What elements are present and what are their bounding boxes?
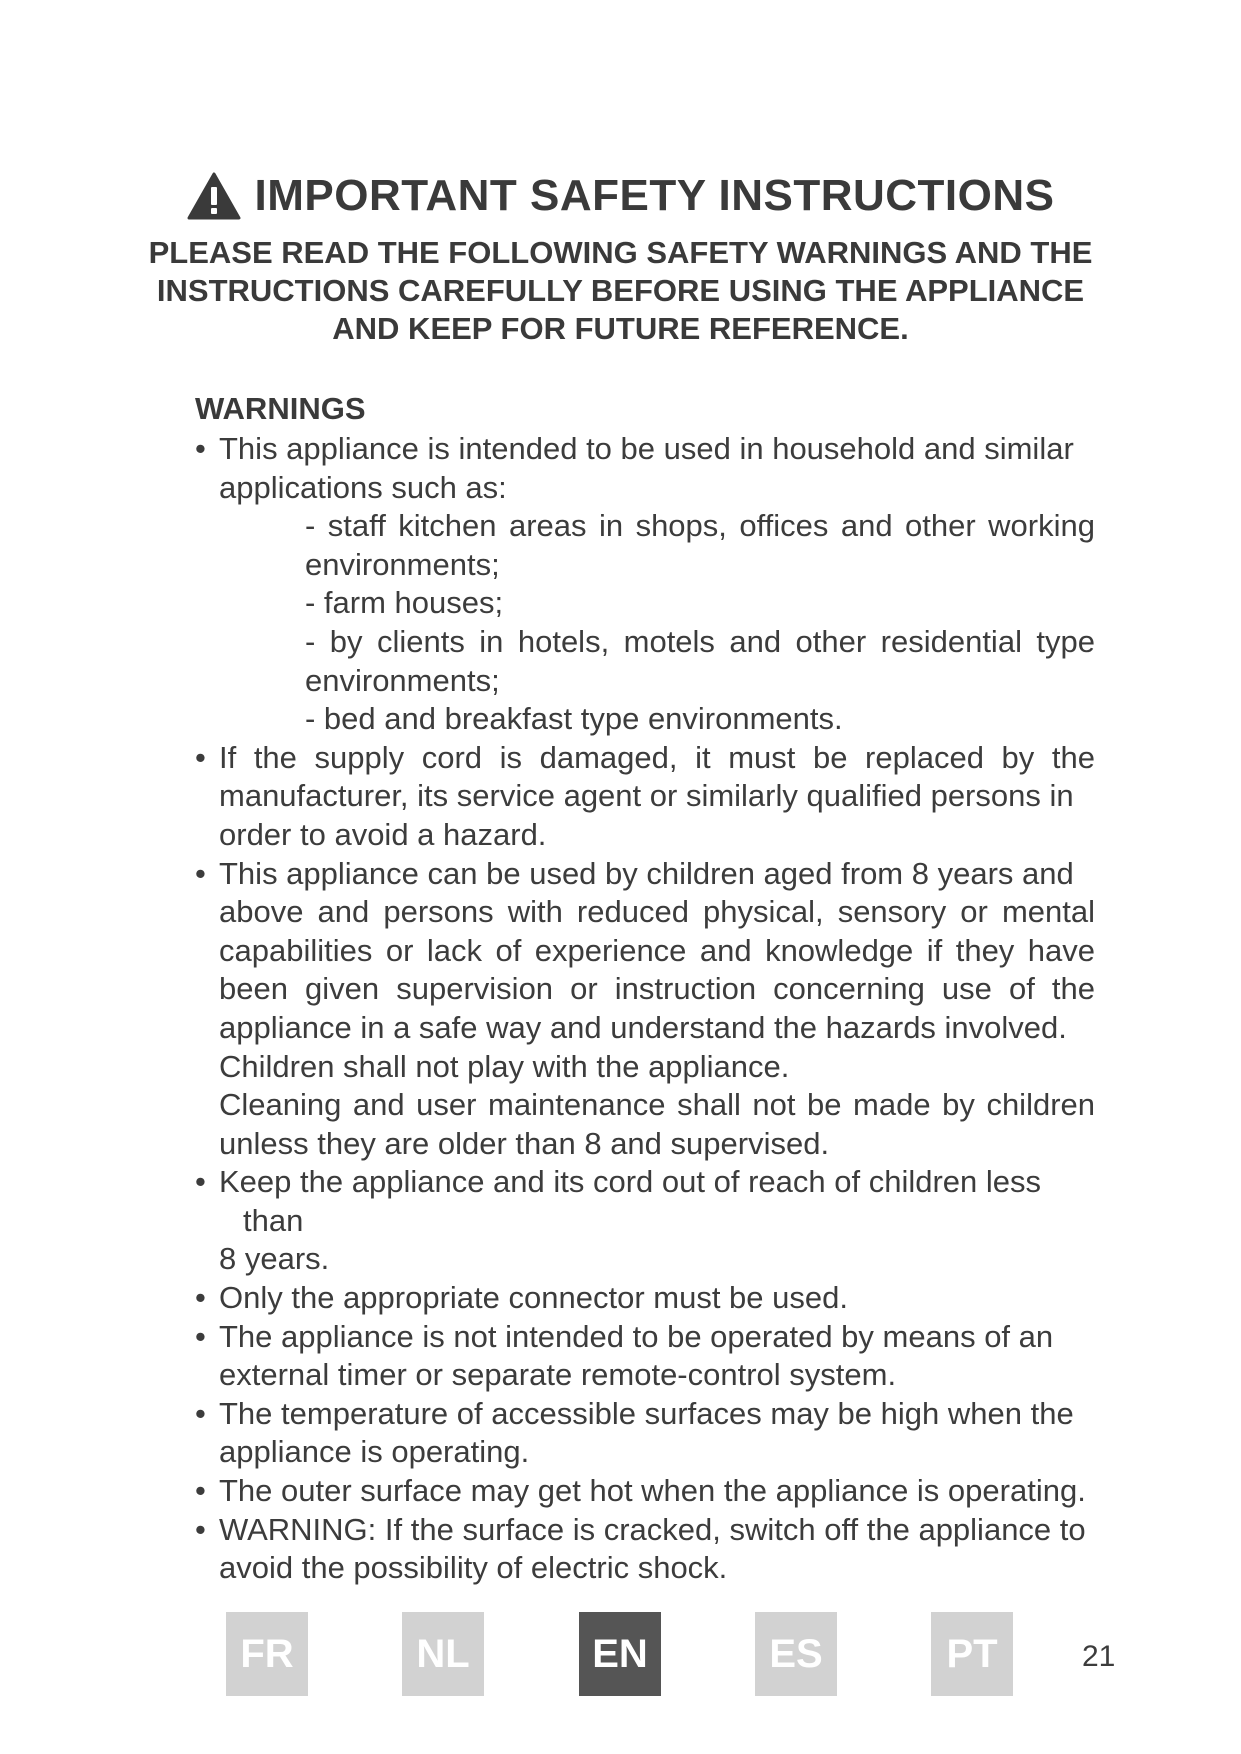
warning-item [195, 739, 1095, 855]
subtitle-line: AND KEEP FOR FUTURE REFERENCE. [332, 311, 909, 346]
warning-text: avoid the possibility of electric shock. [219, 1550, 728, 1586]
warning-text: • WARNING: If the surface is cracked, switch off the appliance to [219, 1511, 1086, 1547]
warning-text: • If the supply cord is damaged, it must be replaced by the [219, 739, 1095, 775]
warning-text: 8 years. [219, 1241, 330, 1277]
sub-item-text: - bed and breakfast type environments. [305, 701, 843, 737]
warning-text: • The outer surface may get hot when the appliance is operating. [219, 1473, 1086, 1509]
title-row [0, 168, 1241, 224]
warning-item [195, 1163, 1095, 1279]
page-number: 21 [1082, 1640, 1116, 1673]
warning-text: appliance in a safe way and understand the hazards involved. [219, 1009, 1067, 1045]
warning-text: applications such as: [219, 469, 507, 505]
page-header [0, 168, 1241, 348]
warning-text: order to avoid a hazard. [219, 816, 547, 852]
sub-item [243, 623, 1095, 700]
warning-text: • The appliance is not intended to be operated by means of an [219, 1318, 1054, 1354]
warning-text: capabilities or lack of experience and knowledge if they have [219, 932, 1095, 968]
warning-text: • Keep the appliance and its cord out of reach of children less than [219, 1164, 1042, 1238]
warning-item [195, 1279, 1095, 1318]
warning-text: • This appliance can be used by children aged from 8 years and [219, 855, 1074, 891]
sub-item [243, 584, 1095, 623]
warning-text: above and persons with reduced physical, sensory or mental [219, 894, 1095, 930]
warning-item [195, 1395, 1095, 1472]
lang-tab-es[interactable]: ES [755, 1612, 837, 1696]
lang-tab-fr[interactable]: FR [226, 1612, 308, 1696]
sub-item [243, 700, 1095, 739]
warning-text: Children shall not play with the appliance. [219, 1048, 790, 1084]
sub-item-text: - by clients in hotels, motels and other residential type [305, 623, 1095, 659]
warning-item [195, 1511, 1095, 1588]
warning-item [195, 430, 1095, 739]
warning-text: • Only the appropriate connector must be used. [219, 1280, 848, 1316]
warning-item [195, 1318, 1095, 1395]
sub-item-text: - staff kitchen areas in shops, offices and other working [305, 508, 1095, 544]
warning-text: • This appliance is intended to be used in household and similar [219, 431, 1074, 466]
warning-text: manufacturer, its service agent or similarly qualified persons in [219, 778, 1074, 814]
language-tabs [226, 1612, 1026, 1696]
page-title: IMPORTANT SAFETY INSTRUCTIONS [254, 171, 1055, 220]
warning-text: been given supervision or instruction concerning use of the [219, 971, 1095, 1007]
warning-item [195, 1472, 1095, 1511]
warnings-heading: WARNINGS [195, 391, 366, 426]
lang-tab-pt[interactable]: PT [931, 1612, 1013, 1696]
warning-item [195, 855, 1095, 1164]
lang-tab-nl[interactable]: NL [402, 1612, 484, 1696]
warning-text: unless they are older than 8 and supervised. [219, 1125, 830, 1161]
sub-item-text: environments; [305, 546, 500, 582]
warning-text: • The temperature of accessible surfaces may be high when the [219, 1395, 1074, 1431]
sub-item-text: environments; [305, 662, 500, 698]
warning-triangle-icon [187, 172, 241, 220]
subtitle [0, 234, 1241, 348]
warning-text: Cleaning and user maintenance shall not be made by children [219, 1087, 1095, 1123]
subtitle-line: INSTRUCTIONS CAREFULLY BEFORE USING THE APPLIANCE [156, 273, 1085, 308]
warning-text: appliance is operating. [219, 1434, 530, 1470]
sub-item-text: - farm houses; [305, 585, 504, 621]
subtitle-line: PLEASE READ THE FOLLOWING SAFETY WARNINGS AND THE [148, 235, 1093, 270]
warning-text: external timer or separate remote-control system. [219, 1357, 897, 1393]
warnings-section [195, 388, 1095, 1588]
sub-item [243, 507, 1095, 584]
lang-tab-en[interactable]: EN [579, 1612, 661, 1696]
